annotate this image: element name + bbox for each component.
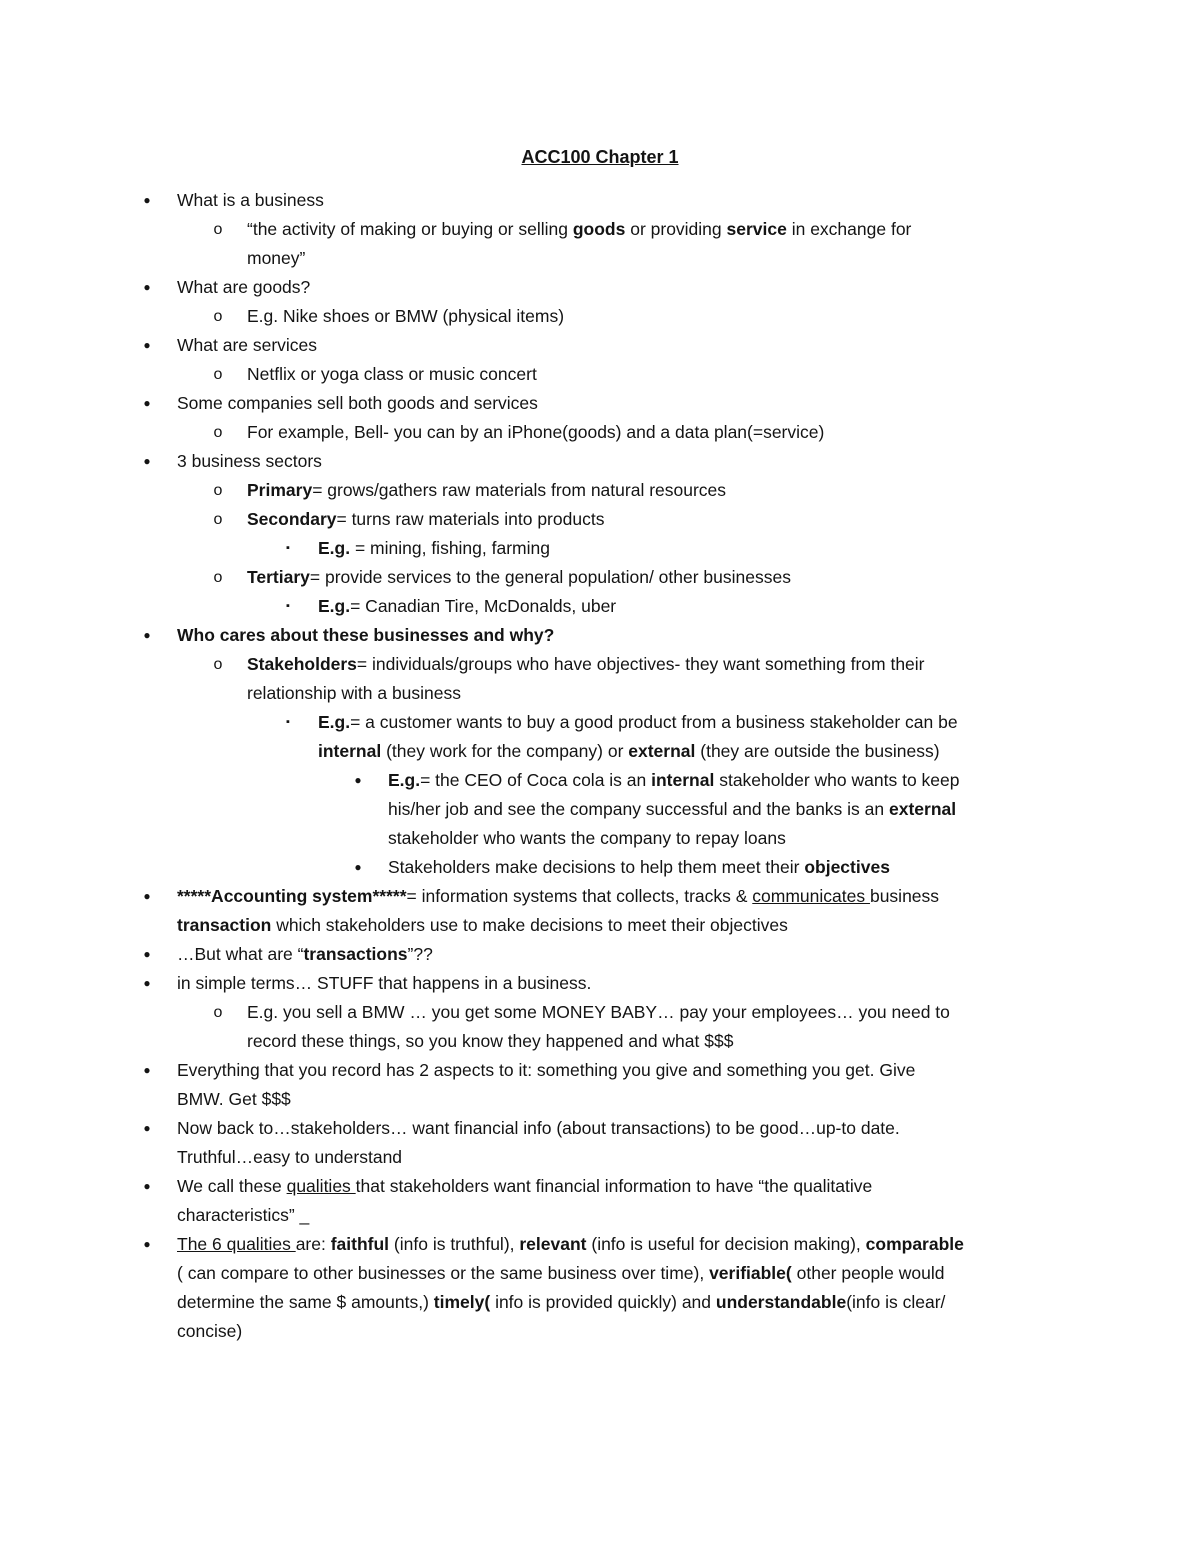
- bullet-marker: ●: [143, 396, 151, 410]
- line-text: [247, 215, 911, 244]
- line-text: [247, 505, 604, 534]
- note-line: [0, 708, 1200, 737]
- line-text: [247, 650, 925, 679]
- bullet-marker: o: [213, 221, 223, 238]
- note-line: [0, 1317, 1200, 1346]
- line-text: [177, 331, 317, 360]
- text-segment: BMW. Get $$$: [177, 1089, 291, 1109]
- text-segment: We call these: [177, 1176, 287, 1196]
- note-line: [0, 1259, 1200, 1288]
- text-segment: in exchange for: [786, 219, 912, 239]
- text-segment: (info is clear/: [846, 1292, 946, 1312]
- text-segment: = Canadian Tire, McDonalds, uber: [350, 596, 617, 616]
- bold-text: relevant: [519, 1234, 587, 1254]
- text-segment: stakeholder who wants to keep: [714, 770, 960, 790]
- text-segment: E.g. Nike shoes or BMW (physical items): [247, 306, 565, 326]
- bold-text: goods: [572, 219, 626, 239]
- bullet-marker: ●: [143, 889, 151, 903]
- document-title: ACC100 Chapter 1: [521, 147, 679, 167]
- note-line: [0, 766, 1200, 795]
- text-segment: E.g. you sell a BMW … you get some MONEY BABY… pay your employees… you need to: [247, 1002, 950, 1022]
- text-segment: What are goods?: [177, 277, 311, 297]
- text-segment: = individuals/groups who have objectives- they want something from their: [356, 654, 925, 674]
- bullet-marker: o: [213, 569, 223, 586]
- line-text: [177, 1288, 945, 1317]
- bold-text: timely(: [433, 1292, 491, 1312]
- note-line: [0, 534, 1200, 563]
- note-line: [0, 389, 1200, 418]
- line-text: [318, 708, 958, 737]
- note-line: [0, 737, 1200, 766]
- line-text: [388, 824, 786, 853]
- text-segment: info is provided quickly) and: [490, 1292, 716, 1312]
- line-text: [318, 534, 550, 563]
- text-segment: = the CEO of Coca cola is an: [420, 770, 652, 790]
- note-line: [0, 1085, 1200, 1114]
- note-line: [0, 215, 1200, 244]
- text-segment: characteristics” _: [177, 1205, 310, 1225]
- note-line: [0, 998, 1200, 1027]
- bullet-marker: o: [213, 366, 223, 383]
- text-segment: (info is truthful),: [389, 1234, 520, 1254]
- line-text: [388, 766, 960, 795]
- text-segment: = provide services to the general population/ other businesses: [309, 567, 791, 587]
- text-segment: (info is useful for decision making),: [586, 1234, 866, 1254]
- bold-text: internal: [651, 770, 715, 790]
- line-text: [177, 911, 788, 940]
- text-segment: stakeholder who wants the company to repay loans: [388, 828, 786, 848]
- bold-text: Secondary: [247, 509, 337, 529]
- bullet-marker: ●: [143, 628, 151, 642]
- note-line: [0, 1056, 1200, 1085]
- note-line: [0, 186, 1200, 215]
- text-segment: What are services: [177, 335, 318, 355]
- text-segment: Stakeholders make decisions to help them meet their: [388, 857, 805, 877]
- line-text: [388, 853, 890, 882]
- text-segment: record these things, so you know they happened and what $$$: [247, 1031, 734, 1051]
- text-segment: business: [869, 886, 940, 906]
- bold-text: internal: [318, 741, 382, 761]
- text-segment: = grows/gathers raw materials from natural resources: [312, 480, 727, 500]
- note-line: [0, 853, 1200, 882]
- line-text: [177, 1056, 915, 1085]
- text-segment: Now back to…stakeholders… want financial info (about transactions) to be good…up-to date.: [177, 1118, 900, 1138]
- line-text: [177, 273, 310, 302]
- bullet-marker: ▪: [286, 542, 290, 554]
- text-segment: = mining, fishing, farming: [350, 538, 550, 558]
- line-text: [177, 186, 324, 215]
- bold-text: external: [889, 799, 957, 819]
- text-segment: Some companies sell both goods and services: [177, 393, 538, 413]
- bullet-marker: ●: [354, 860, 362, 874]
- text-segment: in simple terms… STUFF that happens in a business.: [177, 973, 592, 993]
- bullet-marker: ●: [143, 1121, 151, 1135]
- text-segment: 3 business sectors: [177, 451, 322, 471]
- text-segment: relationship with a business: [247, 683, 462, 703]
- underlined-text: The 6 qualities: [177, 1234, 296, 1254]
- text-segment: Truthful…easy to understand: [177, 1147, 403, 1167]
- text-segment: = turns raw materials into products: [336, 509, 605, 529]
- line-text: [177, 1259, 945, 1288]
- text-segment: which stakeholders use to make decisions to meet their objectives: [271, 915, 788, 935]
- bullet-marker: ●: [143, 947, 151, 961]
- bullet-marker: o: [213, 656, 223, 673]
- bullet-marker: ●: [143, 338, 151, 352]
- bullet-marker: ●: [143, 193, 151, 207]
- note-line: [0, 331, 1200, 360]
- bold-text: E.g.: [388, 770, 421, 790]
- bold-text: Tertiary: [247, 567, 310, 587]
- bold-text: objectives: [804, 857, 890, 877]
- line-text: [388, 795, 956, 824]
- note-line: [0, 911, 1200, 940]
- note-line: [0, 679, 1200, 708]
- line-text: [177, 1201, 309, 1230]
- bullet-marker: ●: [143, 280, 151, 294]
- bold-text: E.g.: [318, 538, 351, 558]
- note-line: [0, 1201, 1200, 1230]
- text-segment: What is a business: [177, 190, 324, 210]
- note-line: [0, 1143, 1200, 1172]
- bold-text: understandable: [715, 1292, 847, 1312]
- bullet-marker: ●: [143, 1237, 151, 1251]
- note-line: [0, 1027, 1200, 1056]
- bullet-marker: ●: [143, 1179, 151, 1193]
- text-segment: that stakeholders want financial information to have “the qualitative: [355, 1176, 873, 1196]
- text-segment: are:: [295, 1234, 331, 1254]
- note-line: [0, 302, 1200, 331]
- line-text: [247, 563, 791, 592]
- line-text: [177, 1317, 242, 1346]
- line-text: [177, 1172, 872, 1201]
- note-line: [0, 418, 1200, 447]
- bullet-marker: o: [213, 1004, 223, 1021]
- text-segment: (they are outside the business): [695, 741, 940, 761]
- bullet-marker: ▪: [286, 716, 290, 728]
- line-text: [177, 1143, 402, 1172]
- line-text: [177, 389, 538, 418]
- line-text: [177, 882, 939, 911]
- note-line: [0, 1172, 1200, 1201]
- text-segment: = a customer wants to buy a good product from a business stakeholder can be: [350, 712, 958, 732]
- text-segment: or providing: [625, 219, 727, 239]
- bold-text: transaction: [177, 915, 272, 935]
- line-text: [177, 1085, 291, 1114]
- line-text: [177, 1114, 900, 1143]
- text-segment: ( can compare to other businesses or the same business over time),: [177, 1263, 710, 1283]
- bold-text: service: [726, 219, 787, 239]
- text-segment: ”??: [407, 944, 433, 964]
- line-text: [177, 447, 322, 476]
- bullet-marker: o: [213, 424, 223, 441]
- line-text: [177, 969, 591, 998]
- text-segment: determine the same $ amounts,): [177, 1292, 434, 1312]
- note-line: [0, 447, 1200, 476]
- underlined-text: qualities: [286, 1176, 356, 1196]
- line-text: [318, 737, 940, 766]
- bold-text: external: [628, 741, 696, 761]
- note-line: [0, 882, 1200, 911]
- line-text: [247, 302, 564, 331]
- bold-text: E.g.: [318, 712, 351, 732]
- underlined-text: communicates: [752, 886, 870, 906]
- notes-body: [0, 186, 1200, 1346]
- bullet-marker: ●: [143, 976, 151, 990]
- note-line: [0, 824, 1200, 853]
- bold-text: Who cares about these businesses and why?: [177, 625, 555, 645]
- text-segment: = information systems that collects, tracks &: [406, 886, 753, 906]
- bullet-marker: ●: [354, 773, 362, 787]
- line-text: [318, 592, 616, 621]
- line-text: [177, 1230, 964, 1259]
- bold-text: verifiable(: [709, 1263, 792, 1283]
- bold-text: comparable: [865, 1234, 964, 1254]
- bold-text: faithful: [330, 1234, 390, 1254]
- text-segment: “the activity of making or buying or selling: [247, 219, 573, 239]
- bullet-marker: o: [213, 482, 223, 499]
- line-text: [177, 621, 554, 650]
- bullet-marker: o: [213, 511, 223, 528]
- note-line: [0, 505, 1200, 534]
- line-text: [247, 360, 537, 389]
- text-segment: money”: [247, 248, 306, 268]
- note-line: [0, 476, 1200, 505]
- note-line: [0, 940, 1200, 969]
- note-line: [0, 969, 1200, 998]
- line-text: [247, 244, 305, 273]
- bold-text: *****Accounting system*****: [177, 886, 407, 906]
- note-line: [0, 592, 1200, 621]
- note-line: [0, 1230, 1200, 1259]
- line-text: [177, 940, 433, 969]
- text-segment: For example, Bell- you can by an iPhone(goods) and a data plan(=service): [247, 422, 825, 442]
- note-line: [0, 1114, 1200, 1143]
- line-text: [247, 476, 726, 505]
- note-line: [0, 244, 1200, 273]
- text-segment: concise): [177, 1321, 243, 1341]
- line-text: [247, 1027, 733, 1056]
- note-line: [0, 360, 1200, 389]
- bullet-marker: o: [213, 308, 223, 325]
- note-line: [0, 563, 1200, 592]
- line-text: [247, 418, 824, 447]
- bullet-marker: ●: [143, 454, 151, 468]
- text-segment: …But what are “: [177, 944, 304, 964]
- bullet-marker: ●: [143, 1063, 151, 1077]
- note-line: [0, 1288, 1200, 1317]
- line-text: [247, 998, 950, 1027]
- bold-text: transactions: [303, 944, 408, 964]
- text-segment: other people would: [791, 1263, 945, 1283]
- note-line: [0, 650, 1200, 679]
- bullet-marker: ▪: [286, 600, 290, 612]
- bold-text: Primary: [247, 480, 313, 500]
- bold-text: Stakeholders: [247, 654, 357, 674]
- note-line: [0, 795, 1200, 824]
- note-line: [0, 273, 1200, 302]
- bold-text: E.g.: [318, 596, 351, 616]
- text-segment: his/her job and see the company successful and the banks is an: [388, 799, 889, 819]
- note-line: [0, 621, 1200, 650]
- line-text: [247, 679, 461, 708]
- text-segment: (they work for the company) or: [381, 741, 629, 761]
- text-segment: Everything that you record has 2 aspects to it: something you give and something you get. Give: [177, 1060, 916, 1080]
- text-segment: Netflix or yoga class or music concert: [247, 364, 537, 384]
